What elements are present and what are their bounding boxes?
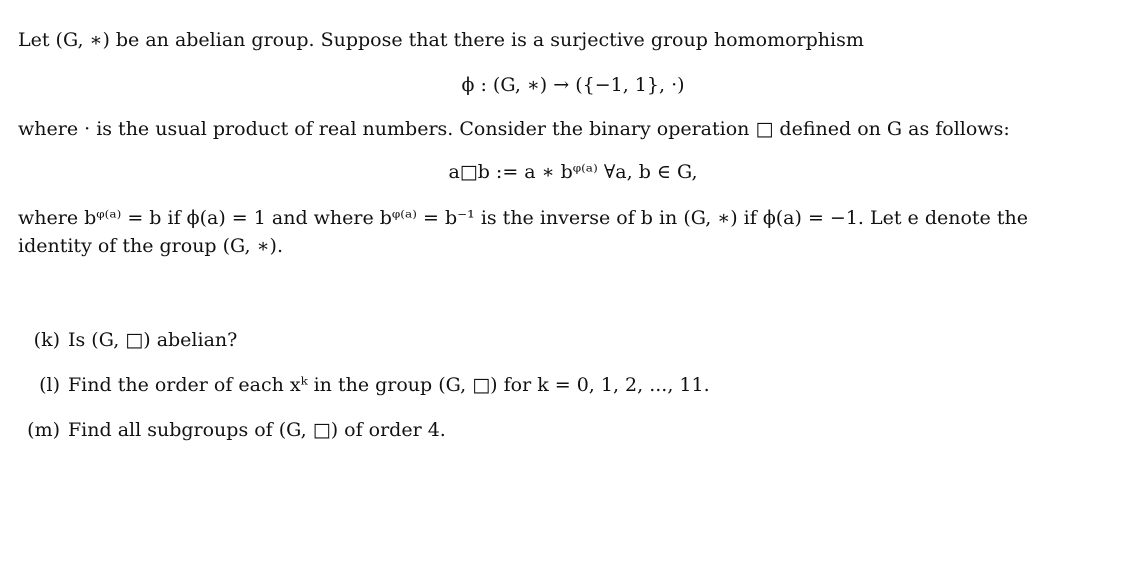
operation-display: a□b := a ∗ bᵠ⁽ᵃ⁾ ∀a, b ∈ G, [448,161,698,183]
homomorphism-display: ϕ : (G, ∗) → ({−1, 1}, ·) [461,74,685,96]
condition-text-line-2: identity of the group (G, ∗). [18,235,283,257]
question-text: Is (G, □) abelian? [68,329,238,351]
question-text: Find all subgroups of (G, □) of order 4. [68,419,446,441]
question-k [16,328,237,352]
question-text: Find the order of each xᵏ in the group (G, □) for k = 0, 1, 2, ..., 11. [68,374,710,396]
question-label: (k) [33,329,60,351]
question-m [16,418,446,442]
operation-definition-text: where · is the usual product of real numbers. Consider the binary operation □ defined on G as follows: [18,118,1010,140]
question-label: (m) [27,419,60,441]
question-l [16,373,710,397]
intro-text: Let (G, ∗) be an abelian group. Suppose that there is a surjective group homomorphism [18,29,864,51]
question-label: (l) [39,374,60,396]
condition-text-line-1: where bᵠ⁽ᵃ⁾ = b if ϕ(a) = 1 and where bᵠ⁽ᵃ⁾ = b⁻¹ is the inverse of b in (G, ∗) if ϕ(a) = −1. Let e denote the [18,207,1028,229]
